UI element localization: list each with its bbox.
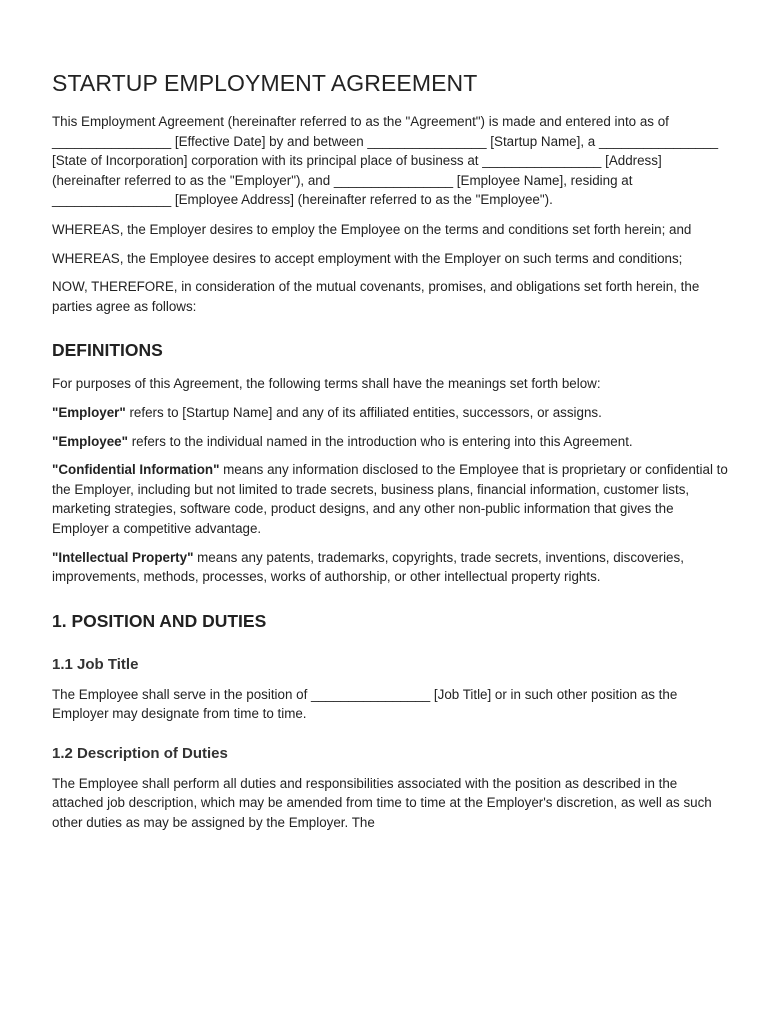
intro-paragraph: This Employment Agreement (hereinafter referred to as the "Agreement") is made and entered into as of ________________ [Effective Date] by and between ________________ [Startup Name], a ________________ [State of Incorporation] corporation with its principal place of business at ________________ [Address] (hereinafter referred to as the "Employer"), and ________________ [Employee Name], residing at ________________ [Employee Address] (hereinafter referred to as the "Employee").	[52, 114, 719, 208]
subsection-1-2-text: The Employee shall perform all duties and responsibilities associated with the position as described in the attached job description, which may be amended from time to time at the Employer's discretion, as well as such other duties as may be assigned by the Employer. The	[52, 775, 712, 831]
definition-text: refers to the individual named in the introduction who is entering into this Agreement.	[127, 433, 633, 449]
definition-employee	[52, 432, 732, 452]
definition-term: "Employer"	[52, 404, 126, 420]
recital-whereas-employee: WHEREAS, the Employee desires to accept employment with the Employer on such terms and conditions;	[52, 250, 683, 266]
section-1-heading: 1. POSITION AND DUTIES	[52, 610, 267, 631]
definition-confidential-information	[52, 460, 732, 538]
subsection-1-2-heading: 1.2 Description of Duties	[52, 744, 228, 762]
definition-term: "Intellectual Property"	[52, 549, 194, 565]
definitions-lead: For purposes of this Agreement, the following terms shall have the meanings set forth below:	[52, 376, 601, 392]
recital-now-therefore: NOW, THEREFORE, in consideration of the mutual covenants, promises, and obligations set forth herein, the parties agree as follows:	[52, 279, 700, 314]
definition-term: "Employee"	[52, 433, 128, 449]
recital-whereas-employer: WHEREAS, the Employer desires to employ the Employee on the terms and conditions set forth herein; and	[52, 221, 692, 237]
definition-employer	[52, 403, 732, 423]
definition-text: refers to [Startup Name] and any of its affiliated entities, successors, or assigns.	[125, 404, 602, 420]
definition-intellectual-property	[52, 548, 732, 587]
subsection-1-1-heading: 1.1 Job Title	[52, 655, 139, 673]
definition-text: means any information disclosed to the Employee that is proprietary or confidential to the Employer, including but not limited to trade secrets, business plans, financial information, customer lists, marketing strategies, software code, product designs, and any other non-public information that gives the Employer a competitive advantage.	[52, 462, 728, 536]
definition-text: means any patents, trademarks, copyrights, trade secrets, inventions, discoveries, improvements, methods, processes, works of authorship, or other intellectual property rights.	[52, 549, 684, 585]
document-page	[52, 70, 732, 842]
definitions-heading: DEFINITIONS	[52, 340, 163, 361]
definition-term: "Confidential Information"	[52, 462, 220, 478]
subsection-1-1-text: The Employee shall serve in the position of ________________ [Job Title] or in such other position as the Employer may designate from time to time.	[52, 686, 678, 722]
document-title: STARTUP EMPLOYMENT AGREEMENT	[52, 70, 478, 96]
